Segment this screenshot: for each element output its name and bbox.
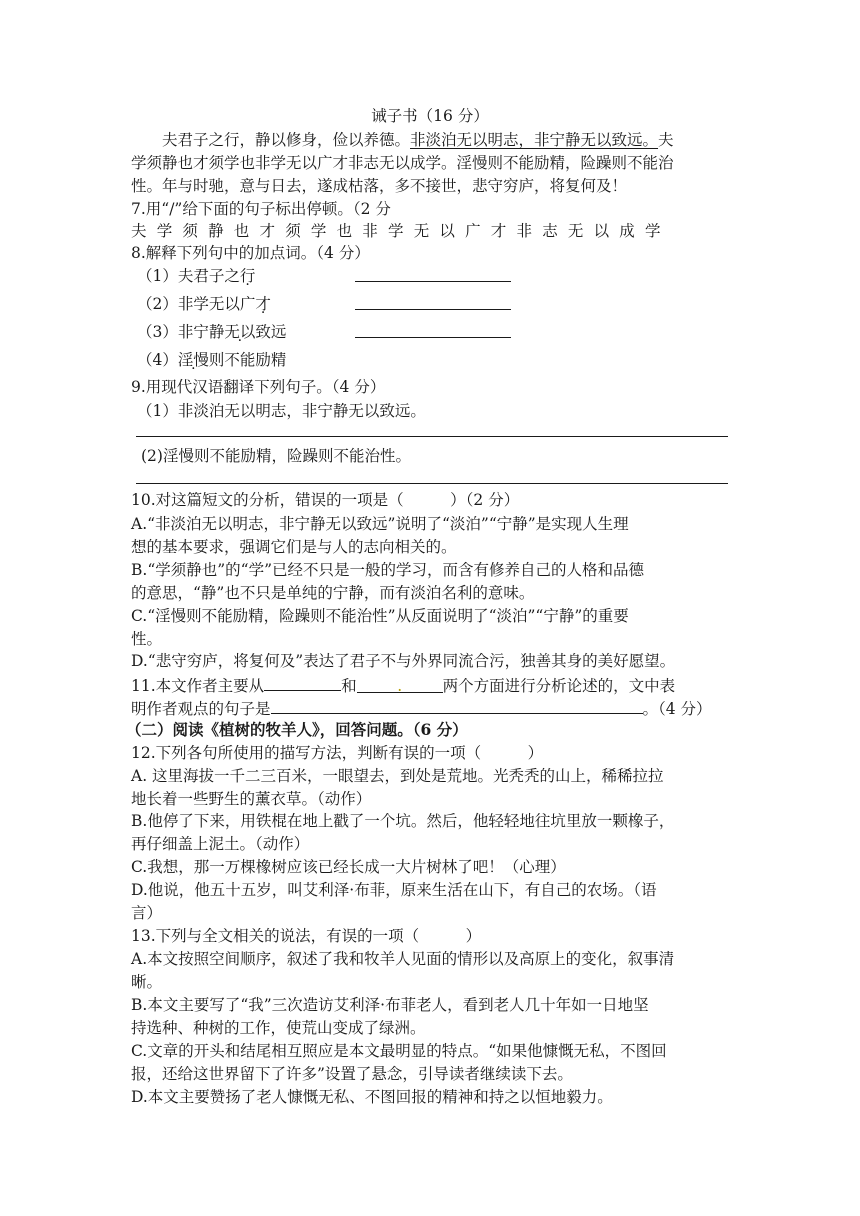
q13-option-a-cont: 晰。 [131,973,163,991]
q11-line-1: 11.本文作者主要从 和 . 两个方面进行分析论述的，文中表 [131,674,675,696]
q8-item-3: （3）非宁静无以致远 [137,323,287,341]
q10-prompt: 10.对这篇短文的分析，错误的一项是（ ）（2 分） [131,491,520,509]
q8-prompt: 8.解释下列句中的加点词。（4 分） [131,244,370,262]
q8-answer-line-2[interactable] [355,309,511,310]
q10-option-a: A.“非淡泊无以明志，非宁静无以致远”说明了“淡泊”“宁静”是实现人生理 [131,515,629,533]
q10-option-b: B.“学须静也”的“学”已经不只是一般的学习，而含有修养自己的人格和品德 [131,561,645,579]
q10-option-d: D.“悲守穷庐，将复何及”表达了君子不与外界同流合污，独善其身的美好愿望。 [131,652,676,670]
q12-option-d-cont: 言） [131,904,163,922]
q9-prompt: 9.用现代汉语翻译下列句子。（4 分） [131,378,386,396]
q13-option-b: B.本文主要写了“我”三次造访艾利泽·布菲老人，看到老人几十年如一日地坚 [131,996,649,1014]
q12-option-b: B.他停了下来，用铁棍在地上戳了一个坑。然后，他轻轻地往坑里放一颗橡子， [131,812,675,830]
q13-option-a: A.本文按照空间顺序，叙述了我和牧羊人见面的情形以及高原上的变化，叙事清 [131,950,675,968]
q8-item-2: （2）非学无以广才 [137,295,271,313]
passage-line-1: 夫君子之行，静以修身，俭以养德。非淡泊无以明志，非宁静无以致远。夫 [162,131,674,149]
q7-prompt: 7.用“/”给下面的句子标出停顿。（2 分 [131,200,391,218]
q7-sentence: 夫学须静也才须学也非学无以广才非志无以成学 [131,222,671,240]
q11-blank-2[interactable]: . [357,676,443,693]
dotted-word: 无以 [224,323,256,341]
dotted-word: 淫慢 [177,351,209,369]
q13-option-c: C.文章的开头和结尾相互照应是本文最明显的特点。“如果他慷慨无私，不图回 [131,1042,667,1060]
q13-option-d: D.本文主要赞扬了老人慷慨无私、不图回报的精神和持之以恒地毅力。 [131,1088,613,1106]
q9-item-1: （1）非淡泊无以明志，非宁静无以致远。 [137,402,426,420]
q13-option-c-cont: 报，还给这世界留下了许多”设置了悬念，引导读者继续读下去。 [131,1065,573,1083]
page-title: 诫子书（16 分） [371,107,489,125]
q12-option-d: D.他说，他五十五岁，叫艾利泽·布菲，原来生活在山下，有自己的农场。（语 [131,881,657,899]
q8-item-4: （4）淫慢则不能励精 [137,351,287,369]
q9-item-2: (2)淫慢则不能励精，险躁则不能治性。 [141,447,411,465]
q12-option-b-cont: 再仔细盖上泥土。（动作） [131,835,310,853]
q13-option-b-cont: 持选种、种树的工作，使荒山变成了绿洲。 [131,1019,426,1037]
underlined-sentence: 非淡泊无以明志，非宁静无以致远。 [410,131,659,149]
q9-answer-line-1[interactable] [136,436,728,437]
q10-option-b-cont: 的意思，“静”也不只是单纯的宁静，而有淡泊名利的意味。 [131,584,535,602]
q12-option-c: C.我想，那一万棵橡树应该已经长成一大片树林了吧！（心理） [131,858,566,876]
section-2-heading: （二）阅读《植树的牧羊人》，回答问题。（6 分） [126,720,468,739]
q13-prompt: 13.下列与全文相关的说法，有误的一项（ ） [131,927,482,945]
q10-option-a-cont: 想的基本要求，强调它们是与人的志向相关的。 [131,538,457,556]
q12-option-a-cont: 地长着一些野生的薰衣草。（动作） [131,790,372,808]
passage-line-2: 学须静也才须学也非学无以广才非志无以成学。淫慢则不能励精，险躁则不能治 [131,154,674,172]
dotted-word: 才 [255,295,271,313]
q8-answer-line-1[interactable] [355,281,511,282]
q11-line-2: 明作者观点的句子是 。（4 分） [131,697,712,719]
q10-option-c: C.“淫慢则不能励精，险躁则不能治性”从反面说明了“淡泊”“宁静”的重要 [131,607,629,625]
q10-option-c-cont: 性。 [131,630,163,648]
passage-line-3: 性。年与时驰，意与日去，遂成枯落，多不接世，悲守穷庐，将复何及！ [131,177,628,195]
q11-blank-1[interactable] [264,674,341,691]
q12-option-a: A. 这里海拔一千二三百米，一眼望去，到处是荒地。光秃秃的山上，稀稀拉拉 [131,767,664,785]
q8-item-1: （1）夫君子之行 [137,267,256,285]
dotted-word: 行 [239,267,256,285]
q12-prompt: 12.下列各句所使用的描写方法，判断有误的一项（ ） [131,744,544,762]
q8-answer-line-3[interactable] [355,337,511,338]
q11-blank-3[interactable] [271,697,643,714]
q9-answer-line-2[interactable] [136,483,728,484]
